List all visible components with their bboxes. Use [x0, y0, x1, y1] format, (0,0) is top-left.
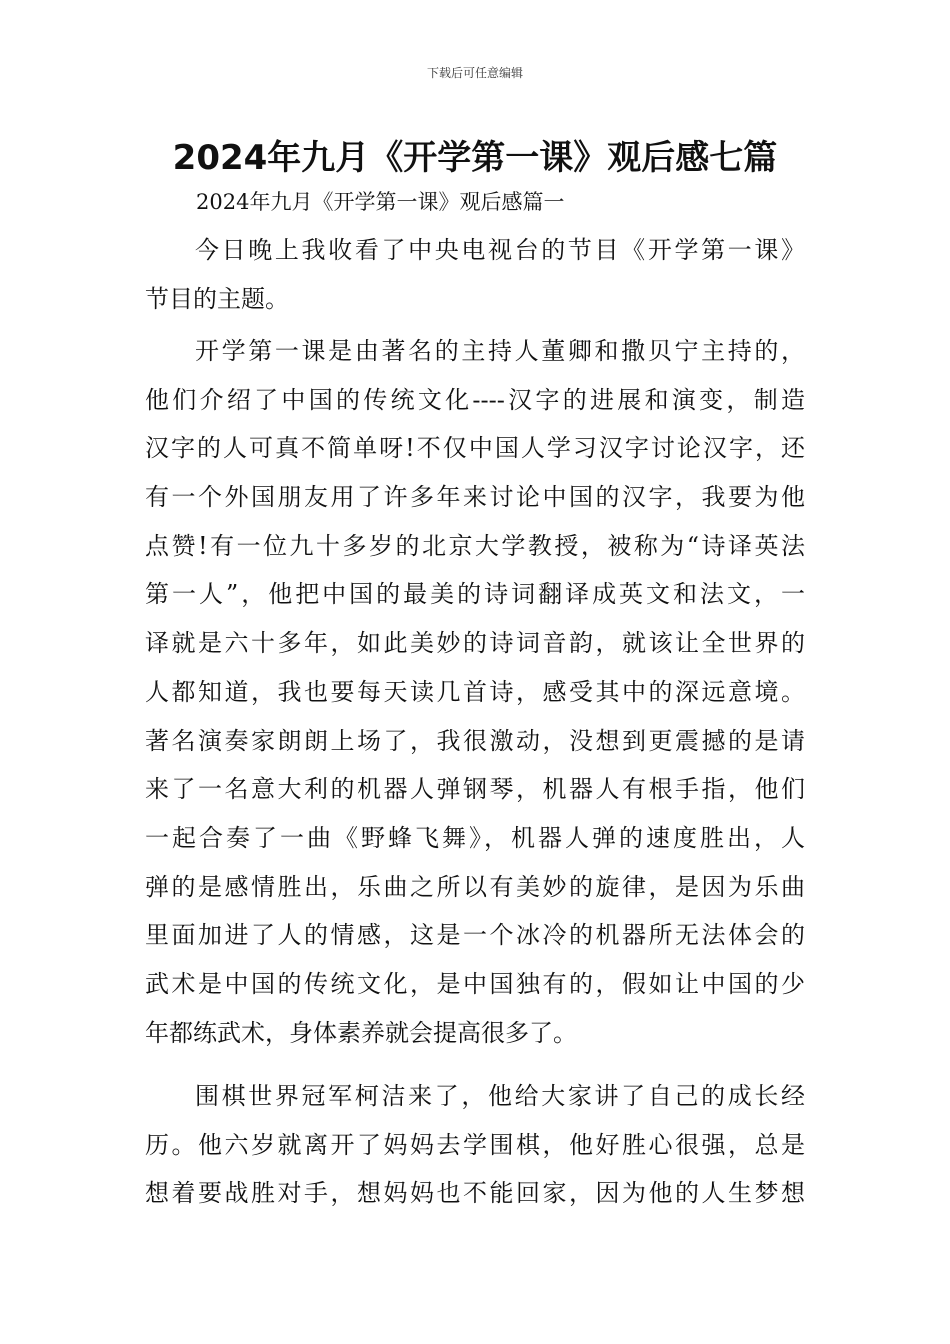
- text-line: 来了一名意大利的机器人弹钢琴，机器人有根手指，他们: [145, 775, 805, 804]
- text-line: 著名演奏家朗朗上场了，我很激动，没想到更震撼的是请: [145, 726, 805, 755]
- section-heading: 2024年九月《开学第一课》观后感篇一: [196, 190, 565, 214]
- text-line: 他们介绍了中国的传统文化----汉字的进展和演变，制造: [145, 385, 805, 414]
- text-line: 围棋世界冠军柯洁来了，他给大家讲了自己的成长经: [195, 1082, 805, 1110]
- text-line: 开学第一课是由著名的主持人董卿和撒贝宁主持的，: [195, 337, 805, 365]
- text-line: 今日晚上我收看了中央电视台的节目《开学第一课》: [195, 236, 805, 264]
- text-line: 人都知道，我也要每天读几首诗，感受其中的深远意境。: [145, 677, 805, 706]
- text-line: 里面加进了人的情感，这是一个冰冷的机器所无法体会的: [145, 921, 805, 950]
- text-line: 武术是中国的传统文化，是中国独有的，假如让中国的少: [145, 969, 805, 998]
- text-line: 年都练武术，身体素养就会提高很多了。: [145, 1018, 577, 1047]
- text-line: 弹的是感情胜出，乐曲之所以有美妙的旋律，是因为乐曲: [145, 872, 805, 901]
- document-title: 2024年九月《开学第一课》观后感七篇: [172, 138, 778, 178]
- text-line: 历。他六岁就离开了妈妈去学围棋，他好胜心很强，总是: [145, 1130, 805, 1159]
- text-line: 有一个外国朋友用了许多年来讨论中国的汉字，我要为他: [145, 483, 805, 512]
- text-line: 一起合奏了一曲《野蜂飞舞》，机器人弹的速度胜出，人: [145, 823, 805, 852]
- text-line: 想着要战胜对手，想妈妈也不能回家，因为他的人生梦想: [145, 1179, 805, 1208]
- paragraph-3: [145, 1072, 805, 1218]
- paragraph-1: [145, 226, 805, 323]
- text-line: 译就是六十多年，如此美妙的诗词音韵，就该让全世界的: [145, 629, 805, 658]
- text-line: 节目的主题。: [145, 284, 289, 313]
- text-line: 汉字的人可真不简单呀!不仅中国人学习汉字讨论汉字，还: [145, 434, 805, 463]
- paragraph-2: [145, 327, 805, 1057]
- header-note: 下载后可任意编辑: [426, 66, 523, 80]
- text-line: 第一人”，他把中国的最美的诗词翻译成英文和法文，一: [145, 580, 805, 609]
- text-line: 点赞!有一位九十多岁的北京大学教授，被称为“诗译英法: [145, 531, 805, 560]
